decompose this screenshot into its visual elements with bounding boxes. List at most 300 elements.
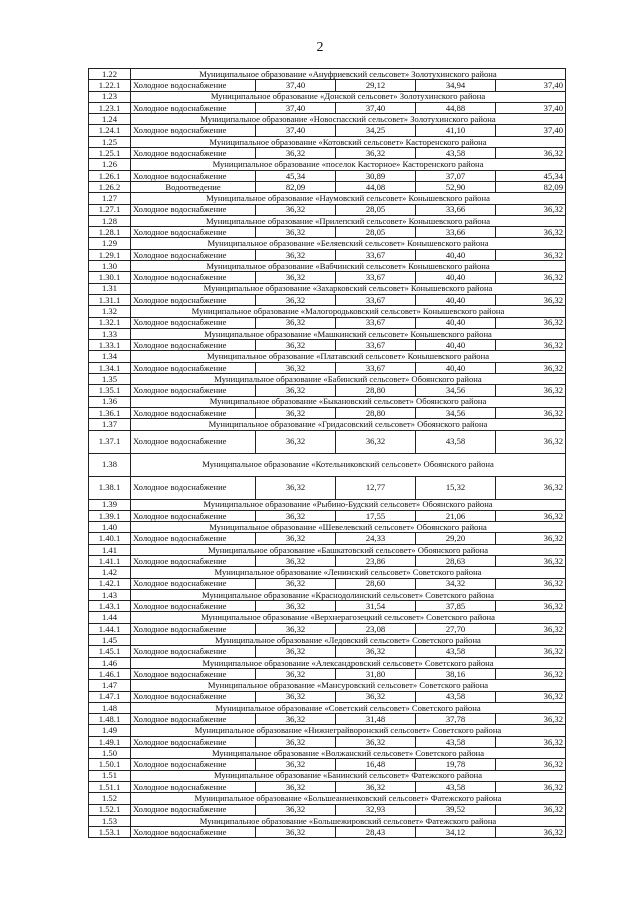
service-name: Холодное водоснабжение (131, 781, 256, 792)
row-number: 1.41 (89, 544, 131, 555)
municipality-row (89, 159, 566, 170)
tariff-row (89, 476, 566, 499)
row-number: 1.39.1 (89, 510, 131, 521)
service-name: Холодное водоснабжение (131, 476, 256, 499)
tariff-row (89, 646, 566, 657)
tariff-value-3: 33,66 (416, 227, 496, 238)
municipality-title: Муниципальное образование «Котельниковский сельсовет» Обоянского района (131, 453, 566, 476)
municipality-title: Муниципальное образование «Наумовский сельсовет» Конышевского района (131, 193, 566, 204)
service-name: Холодное водоснабжение (131, 102, 256, 113)
tariff-value-4: 37,40 (496, 80, 566, 91)
municipality-row (89, 193, 566, 204)
service-name: Холодное водоснабжение (131, 804, 256, 815)
municipality-row (89, 114, 566, 125)
tariff-value-3: 40,40 (416, 317, 496, 328)
tariff-value-3: 39,52 (416, 804, 496, 815)
municipality-row (89, 544, 566, 555)
tariff-value-3: 43,58 (416, 430, 496, 453)
service-name: Холодное водоснабжение (131, 170, 256, 181)
tariff-value-4: 36,32 (496, 227, 566, 238)
tariff-value-4: 36,32 (496, 668, 566, 679)
service-name: Холодное водоснабжение (131, 317, 256, 328)
tariff-row (89, 227, 566, 238)
tariff-value-1: 36,32 (256, 759, 336, 770)
row-number: 1.48 (89, 702, 131, 713)
municipality-row (89, 725, 566, 736)
service-name: Холодное водоснабжение (131, 668, 256, 679)
row-number: 1.42 (89, 567, 131, 578)
tariff-value-4: 36,32 (496, 294, 566, 305)
tariff-value-2: 28,80 (336, 385, 416, 396)
row-number: 1.52 (89, 793, 131, 804)
tariff-value-2: 23,08 (336, 623, 416, 634)
row-number: 1.22 (89, 69, 131, 80)
tariff-value-4: 37,40 (496, 125, 566, 136)
service-name: Холодное водоснабжение (131, 204, 256, 215)
municipality-row (89, 306, 566, 317)
service-name: Холодное водоснабжение (131, 385, 256, 396)
tariff-row (89, 668, 566, 679)
row-number: 1.30 (89, 261, 131, 272)
tariff-value-2: 33,67 (336, 362, 416, 373)
tariff-value-4: 36,32 (496, 317, 566, 328)
tariff-value-1: 36,32 (256, 714, 336, 725)
tariff-value-2: 36,32 (336, 430, 416, 453)
service-name: Холодное водоснабжение (131, 601, 256, 612)
municipality-row (89, 589, 566, 600)
tariff-value-4: 36,32 (496, 623, 566, 634)
tariff-value-2: 37,40 (336, 102, 416, 113)
tariff-value-1: 37,40 (256, 125, 336, 136)
service-name: Холодное водоснабжение (131, 714, 256, 725)
municipality-row (89, 815, 566, 826)
tariff-value-4: 36,32 (496, 533, 566, 544)
tariff-table (88, 68, 566, 838)
municipality-row (89, 702, 566, 713)
municipality-title: Муниципальное образование «Платавский сельсовет» Конышевского района (131, 351, 566, 362)
tariff-value-1: 45,34 (256, 170, 336, 181)
row-number: 1.42.1 (89, 578, 131, 589)
tariff-value-3: 43,58 (416, 646, 496, 657)
row-number: 1.41.1 (89, 555, 131, 566)
tariff-value-3: 43,58 (416, 691, 496, 702)
row-number: 1.47 (89, 680, 131, 691)
municipality-title: Муниципальное образование «Прилепский сельсовет» Конышевского района (131, 215, 566, 226)
row-number: 1.29 (89, 238, 131, 249)
municipality-row (89, 374, 566, 385)
row-number: 1.46 (89, 657, 131, 668)
municipality-title: Муниципальное образование «Ануфриевский сельсовет» Золотухинского района (131, 69, 566, 80)
row-number: 1.35.1 (89, 385, 131, 396)
municipality-row (89, 793, 566, 804)
row-number: 1.29.1 (89, 249, 131, 260)
tariff-row (89, 759, 566, 770)
tariff-value-1: 36,32 (256, 827, 336, 838)
tariff-value-3: 40,40 (416, 362, 496, 373)
tariff-row (89, 181, 566, 192)
municipality-title: Муниципальное образование «Котовский сельсовет» Касторенского района (131, 136, 566, 147)
row-number: 1.31.1 (89, 294, 131, 305)
tariff-value-4: 36,32 (496, 827, 566, 838)
row-number: 1.28.1 (89, 227, 131, 238)
municipality-row (89, 91, 566, 102)
tariff-row (89, 691, 566, 702)
row-number: 1.40.1 (89, 533, 131, 544)
tariff-value-3: 21,06 (416, 510, 496, 521)
tariff-value-1: 36,32 (256, 430, 336, 453)
tariff-value-3: 43,58 (416, 148, 496, 159)
tariff-value-1: 36,32 (256, 340, 336, 351)
row-number: 1.50.1 (89, 759, 131, 770)
tariff-value-2: 12,77 (336, 476, 416, 499)
tariff-value-4: 45,34 (496, 170, 566, 181)
service-name: Холодное водоснабжение (131, 407, 256, 418)
municipality-row (89, 136, 566, 147)
tariff-row (89, 714, 566, 725)
row-number: 1.53 (89, 815, 131, 826)
tariff-value-1: 37,40 (256, 80, 336, 91)
tariff-value-2: 30,89 (336, 170, 416, 181)
tariff-value-2: 36,32 (336, 736, 416, 747)
tariff-row (89, 340, 566, 351)
tariff-value-1: 36,32 (256, 668, 336, 679)
tariff-value-2: 36,32 (336, 148, 416, 159)
municipality-title: Муниципальное образование «Вабчинский сельсовет» Конышевского района (131, 261, 566, 272)
municipality-title: Муниципальное образование «Донской сельсовет» Золотухинского района (131, 91, 566, 102)
municipality-row (89, 748, 566, 759)
row-number: 1.36 (89, 396, 131, 407)
tariff-value-3: 37,78 (416, 714, 496, 725)
tariff-value-1: 37,40 (256, 102, 336, 113)
tariff-value-2: 33,67 (336, 317, 416, 328)
row-number: 1.33 (89, 328, 131, 339)
tariff-value-4: 36,32 (496, 510, 566, 521)
tariff-value-2: 23,86 (336, 555, 416, 566)
municipality-title: Муниципальное образование «Большеанненковский сельсовет» Фатежского района (131, 793, 566, 804)
service-name: Холодное водоснабжение (131, 80, 256, 91)
tariff-value-4: 36,32 (496, 736, 566, 747)
tariff-value-1: 36,32 (256, 555, 336, 566)
service-name: Холодное водоснабжение (131, 510, 256, 521)
service-name: Холодное водоснабжение (131, 736, 256, 747)
tariff-value-4: 36,32 (496, 340, 566, 351)
tariff-value-4: 37,40 (496, 102, 566, 113)
tariff-value-2: 36,32 (336, 691, 416, 702)
tariff-value-4: 36,32 (496, 646, 566, 657)
tariff-value-3: 40,40 (416, 340, 496, 351)
tariff-value-1: 36,32 (256, 317, 336, 328)
tariff-row (89, 362, 566, 373)
row-number: 1.22.1 (89, 80, 131, 91)
tariff-value-4: 36,32 (496, 476, 566, 499)
municipality-title: Муниципальное образование «Быкановский сельсовет» Обоянского района (131, 396, 566, 407)
row-number: 1.46.1 (89, 668, 131, 679)
tariff-value-4: 36,32 (496, 249, 566, 260)
tariff-value-1: 36,32 (256, 533, 336, 544)
service-name: Холодное водоснабжение (131, 340, 256, 351)
row-number: 1.35 (89, 374, 131, 385)
tariff-value-3: 29,20 (416, 533, 496, 544)
tariff-value-3: 41,10 (416, 125, 496, 136)
municipality-title: Муниципальное образование «Нижнеграйворонский сельсовет» Советского района (131, 725, 566, 736)
service-name: Холодное водоснабжение (131, 623, 256, 634)
service-name: Холодное водоснабжение (131, 227, 256, 238)
service-name: Холодное водоснабжение (131, 362, 256, 373)
row-number: 1.28 (89, 215, 131, 226)
tariff-value-2: 44,08 (336, 181, 416, 192)
tariff-value-1: 36,32 (256, 646, 336, 657)
municipality-row (89, 522, 566, 533)
municipality-row (89, 261, 566, 272)
tariff-value-4: 36,32 (496, 204, 566, 215)
tariff-value-1: 36,32 (256, 578, 336, 589)
tariff-row (89, 170, 566, 181)
row-number: 1.24 (89, 114, 131, 125)
tariff-value-4: 36,32 (496, 272, 566, 283)
row-number: 1.27 (89, 193, 131, 204)
tariff-value-2: 16,48 (336, 759, 416, 770)
row-number: 1.45.1 (89, 646, 131, 657)
tariff-value-3: 40,40 (416, 272, 496, 283)
row-number: 1.34 (89, 351, 131, 362)
service-name: Холодное водоснабжение (131, 272, 256, 283)
row-number: 1.49.1 (89, 736, 131, 747)
row-number: 1.30.1 (89, 272, 131, 283)
service-name: Холодное водоснабжение (131, 148, 256, 159)
municipality-title: Муниципальное образование «Новоспасский сельсовет» Золотухинского района (131, 114, 566, 125)
tariff-value-2: 28,43 (336, 827, 416, 838)
tariff-value-1: 36,32 (256, 781, 336, 792)
row-number: 1.43.1 (89, 601, 131, 612)
tariff-value-2: 31,48 (336, 714, 416, 725)
tariff-value-1: 36,32 (256, 249, 336, 260)
service-name: Холодное водоснабжение (131, 294, 256, 305)
municipality-title: Муниципальное образование «Башкатовский сельсовет» Обоянского района (131, 544, 566, 555)
row-number: 1.49 (89, 725, 131, 736)
tariff-value-4: 82,09 (496, 181, 566, 192)
municipality-title: Муниципальное образование «Верхнерагозецкий сельсовет» Советского района (131, 612, 566, 623)
municipality-title: Муниципальное образование «Гридасовский сельсовет» Обоянского района (131, 419, 566, 430)
tariff-value-4: 36,32 (496, 578, 566, 589)
tariff-value-1: 36,32 (256, 227, 336, 238)
municipality-row (89, 567, 566, 578)
row-number: 1.26.2 (89, 181, 131, 192)
municipality-title: Муниципальное образование «Машкинский сельсовет» Конышевского района (131, 328, 566, 339)
row-number: 1.47.1 (89, 691, 131, 702)
tariff-row (89, 204, 566, 215)
row-number: 1.43 (89, 589, 131, 600)
tariff-value-1: 36,32 (256, 736, 336, 747)
tariff-value-1: 82,09 (256, 181, 336, 192)
municipality-title: Муниципальное образование «Ленинский сельсовет» Советского района (131, 567, 566, 578)
municipality-row (89, 499, 566, 510)
municipality-title: Муниципальное образование «Волжанский сельсовет» Советского района (131, 748, 566, 759)
service-name: Холодное водоснабжение (131, 646, 256, 657)
tariff-value-2: 17,55 (336, 510, 416, 521)
tariff-row (89, 249, 566, 260)
tariff-row (89, 272, 566, 283)
tariff-row (89, 510, 566, 521)
row-number: 1.52.1 (89, 804, 131, 815)
row-number: 1.37 (89, 419, 131, 430)
municipality-title: Муниципальное образование «Захарковский сельсовет» Конышевского района (131, 283, 566, 294)
tariff-value-3: 38,16 (416, 668, 496, 679)
tariff-value-2: 29,12 (336, 80, 416, 91)
municipality-row (89, 238, 566, 249)
row-number: 1.34.1 (89, 362, 131, 373)
tariff-value-3: 33,66 (416, 204, 496, 215)
row-number: 1.38 (89, 453, 131, 476)
row-number: 1.24.1 (89, 125, 131, 136)
service-name: Холодное водоснабжение (131, 759, 256, 770)
tariff-value-4: 36,32 (496, 759, 566, 770)
tariff-value-1: 36,32 (256, 148, 336, 159)
row-number: 1.36.1 (89, 407, 131, 418)
municipality-row (89, 69, 566, 80)
tariff-value-3: 44,88 (416, 102, 496, 113)
tariff-value-3: 37,07 (416, 170, 496, 181)
tariff-value-3: 34,32 (416, 578, 496, 589)
row-number: 1.39 (89, 499, 131, 510)
tariff-row (89, 102, 566, 113)
tariff-value-3: 27,70 (416, 623, 496, 634)
tariff-value-2: 33,67 (336, 249, 416, 260)
row-number: 1.26 (89, 159, 131, 170)
tariff-table-body (89, 69, 566, 838)
row-number: 1.44.1 (89, 623, 131, 634)
tariff-value-3: 40,40 (416, 294, 496, 305)
tariff-value-2: 28,80 (336, 407, 416, 418)
tariff-value-2: 24,33 (336, 533, 416, 544)
row-number: 1.32 (89, 306, 131, 317)
service-name: Холодное водоснабжение (131, 827, 256, 838)
municipality-title: Муниципальное образование «Мансуровский сельсовет» Советского района (131, 680, 566, 691)
municipality-title: Муниципальное образование «поселок Касторное» Касторенского района (131, 159, 566, 170)
tariff-value-2: 28,05 (336, 204, 416, 215)
tariff-value-3: 15,32 (416, 476, 496, 499)
tariff-value-4: 36,32 (496, 691, 566, 702)
row-number: 1.32.1 (89, 317, 131, 328)
tariff-value-3: 40,40 (416, 249, 496, 260)
tariff-value-1: 36,32 (256, 272, 336, 283)
tariff-value-2: 34,25 (336, 125, 416, 136)
tariff-value-2: 28,05 (336, 227, 416, 238)
row-number: 1.25 (89, 136, 131, 147)
row-number: 1.44 (89, 612, 131, 623)
row-number: 1.38.1 (89, 476, 131, 499)
municipality-row (89, 657, 566, 668)
tariff-value-4: 36,32 (496, 407, 566, 418)
row-number: 1.45 (89, 635, 131, 646)
municipality-row (89, 328, 566, 339)
tariff-value-3: 28,63 (416, 555, 496, 566)
tariff-value-3: 37,85 (416, 601, 496, 612)
service-name: Холодное водоснабжение (131, 249, 256, 260)
municipality-row (89, 680, 566, 691)
tariff-value-1: 36,32 (256, 407, 336, 418)
tariff-value-4: 36,32 (496, 601, 566, 612)
service-name: Холодное водоснабжение (131, 125, 256, 136)
row-number: 1.25.1 (89, 148, 131, 159)
row-number: 1.53.1 (89, 827, 131, 838)
row-number: 1.51.1 (89, 781, 131, 792)
tariff-value-1: 36,32 (256, 362, 336, 373)
tariff-value-3: 52,90 (416, 181, 496, 192)
row-number: 1.33.1 (89, 340, 131, 351)
tariff-value-4: 36,32 (496, 148, 566, 159)
municipality-title: Муниципальное образование «Большежировский сельсовет» Фатежского района (131, 815, 566, 826)
row-number: 1.26.1 (89, 170, 131, 181)
municipality-row (89, 453, 566, 476)
tariff-row (89, 148, 566, 159)
tariff-value-4: 36,32 (496, 362, 566, 373)
municipality-title: Муниципальное образование «Рыбино-Будский сельсовет» Обоянского района (131, 499, 566, 510)
municipality-row (89, 283, 566, 294)
municipality-title: Муниципальное образование «Беляевский сельсовет» Конышевского района (131, 238, 566, 249)
tariff-value-4: 36,32 (496, 804, 566, 815)
tariff-row (89, 578, 566, 589)
row-number: 1.23.1 (89, 102, 131, 113)
tariff-row (89, 601, 566, 612)
municipality-row (89, 215, 566, 226)
tariff-value-4: 36,32 (496, 555, 566, 566)
service-name: Холодное водоснабжение (131, 430, 256, 453)
tariff-row (89, 80, 566, 91)
service-name: Холодное водоснабжение (131, 533, 256, 544)
tariff-value-1: 36,32 (256, 623, 336, 634)
tariff-value-1: 36,32 (256, 691, 336, 702)
tariff-value-2: 28,60 (336, 578, 416, 589)
tariff-value-2: 36,32 (336, 781, 416, 792)
tariff-row (89, 555, 566, 566)
tariff-row (89, 623, 566, 634)
tariff-value-3: 34,94 (416, 80, 496, 91)
service-name: Холодное водоснабжение (131, 691, 256, 702)
tariff-value-1: 36,32 (256, 476, 336, 499)
row-number: 1.27.1 (89, 204, 131, 215)
tariff-value-2: 33,67 (336, 294, 416, 305)
tariff-value-3: 19,78 (416, 759, 496, 770)
tariff-value-2: 33,67 (336, 340, 416, 351)
row-number: 1.48.1 (89, 714, 131, 725)
tariff-value-3: 34,56 (416, 385, 496, 396)
municipality-title: Муниципальное образование «Ледовский сельсовет» Советского района (131, 635, 566, 646)
municipality-row (89, 396, 566, 407)
tariff-value-1: 36,32 (256, 204, 336, 215)
tariff-value-1: 36,32 (256, 510, 336, 521)
tariff-value-2: 32,93 (336, 804, 416, 815)
tariff-value-3: 34,12 (416, 827, 496, 838)
tariff-value-1: 36,32 (256, 385, 336, 396)
municipality-row (89, 351, 566, 362)
tariff-value-3: 34,56 (416, 407, 496, 418)
tariff-value-3: 43,58 (416, 781, 496, 792)
tariff-row (89, 317, 566, 328)
municipality-row (89, 770, 566, 781)
tariff-row (89, 430, 566, 453)
tariff-value-3: 43,58 (416, 736, 496, 747)
municipality-title: Муниципальное образование «Краснодолинский сельсовет» Советского района (131, 589, 566, 600)
tariff-value-2: 33,67 (336, 272, 416, 283)
tariff-row (89, 827, 566, 838)
municipality-title: Муниципальное образование «Александровский сельсовет» Советского района (131, 657, 566, 668)
tariff-value-1: 36,32 (256, 601, 336, 612)
municipality-title: Муниципальное образование «Советский сельсовет» Советского района (131, 702, 566, 713)
tariff-row (89, 736, 566, 747)
tariff-row (89, 804, 566, 815)
municipality-row (89, 612, 566, 623)
tariff-value-4: 36,32 (496, 781, 566, 792)
